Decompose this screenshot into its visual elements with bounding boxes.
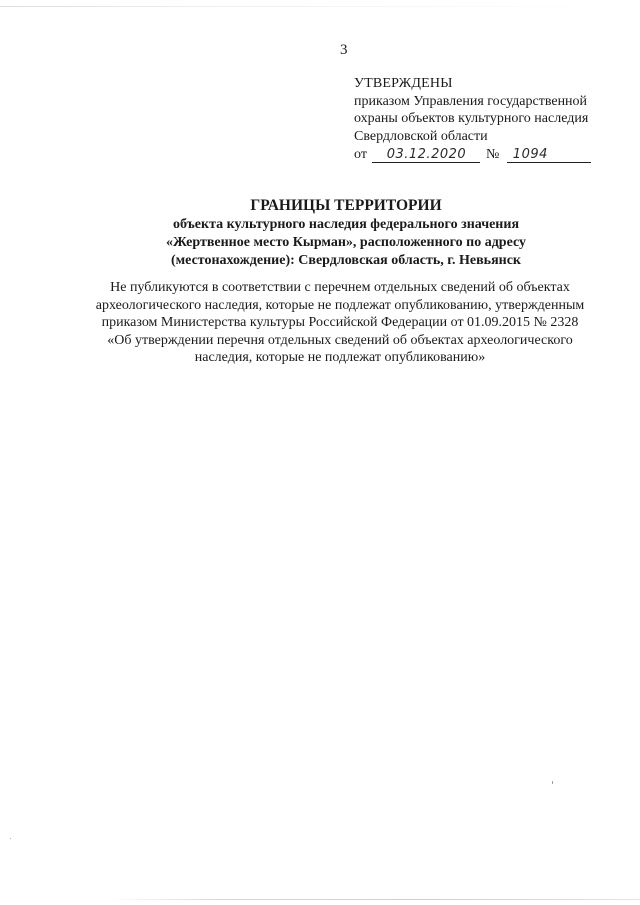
approval-heading: УТВЕРЖДЕНЫ (354, 76, 453, 91)
approval-line: Свердловской области (354, 128, 488, 144)
approval-date: 03.12.2020 (372, 148, 480, 163)
scan-bottom-edge (108, 899, 640, 900)
body-line: приказом Министерства культуры Российской Федерации от 01.09.2015 № 2328 (101, 315, 579, 330)
approval-line: охраны объектов культурного наследия (354, 111, 589, 126)
body-line: археологического наследия, которые не подлежат опубликованию, утвержденным (95, 297, 585, 313)
body-line: наследия, которые не подлежат опубликованию» (194, 350, 486, 365)
document-subtitle-line: (местонахождение): Свердловская область, г. Невьянск (170, 253, 521, 268)
scan-edge-line (0, 6, 640, 7)
date-prefix: от (354, 147, 367, 162)
number-sign: № (485, 147, 500, 162)
approval-block (354, 75, 591, 164)
document-subtitle-line: «Жертвенное место Кырман», расположенного по адресу (166, 235, 526, 250)
page-number: 3 (340, 42, 348, 58)
scan-speck (552, 781, 553, 784)
approval-number: 1094 (507, 148, 591, 163)
scan-speck (10, 838, 11, 839)
approval-date-row (354, 146, 591, 164)
document-title: ГРАНИЦЫ ТЕРРИТОРИИ (250, 197, 442, 214)
document-subtitle-line: объекта культурного наследия федерального значения (172, 217, 520, 232)
body-paragraph (60, 279, 620, 367)
title-block (0, 196, 640, 270)
approval-line: приказом Управления государственной (354, 93, 588, 109)
body-line: «Об утверждении перечня отдельных сведений об объектах археологического (107, 332, 573, 348)
body-line: Не публикуются в соответствии с перечнем отдельных сведений об объектах (110, 280, 570, 295)
